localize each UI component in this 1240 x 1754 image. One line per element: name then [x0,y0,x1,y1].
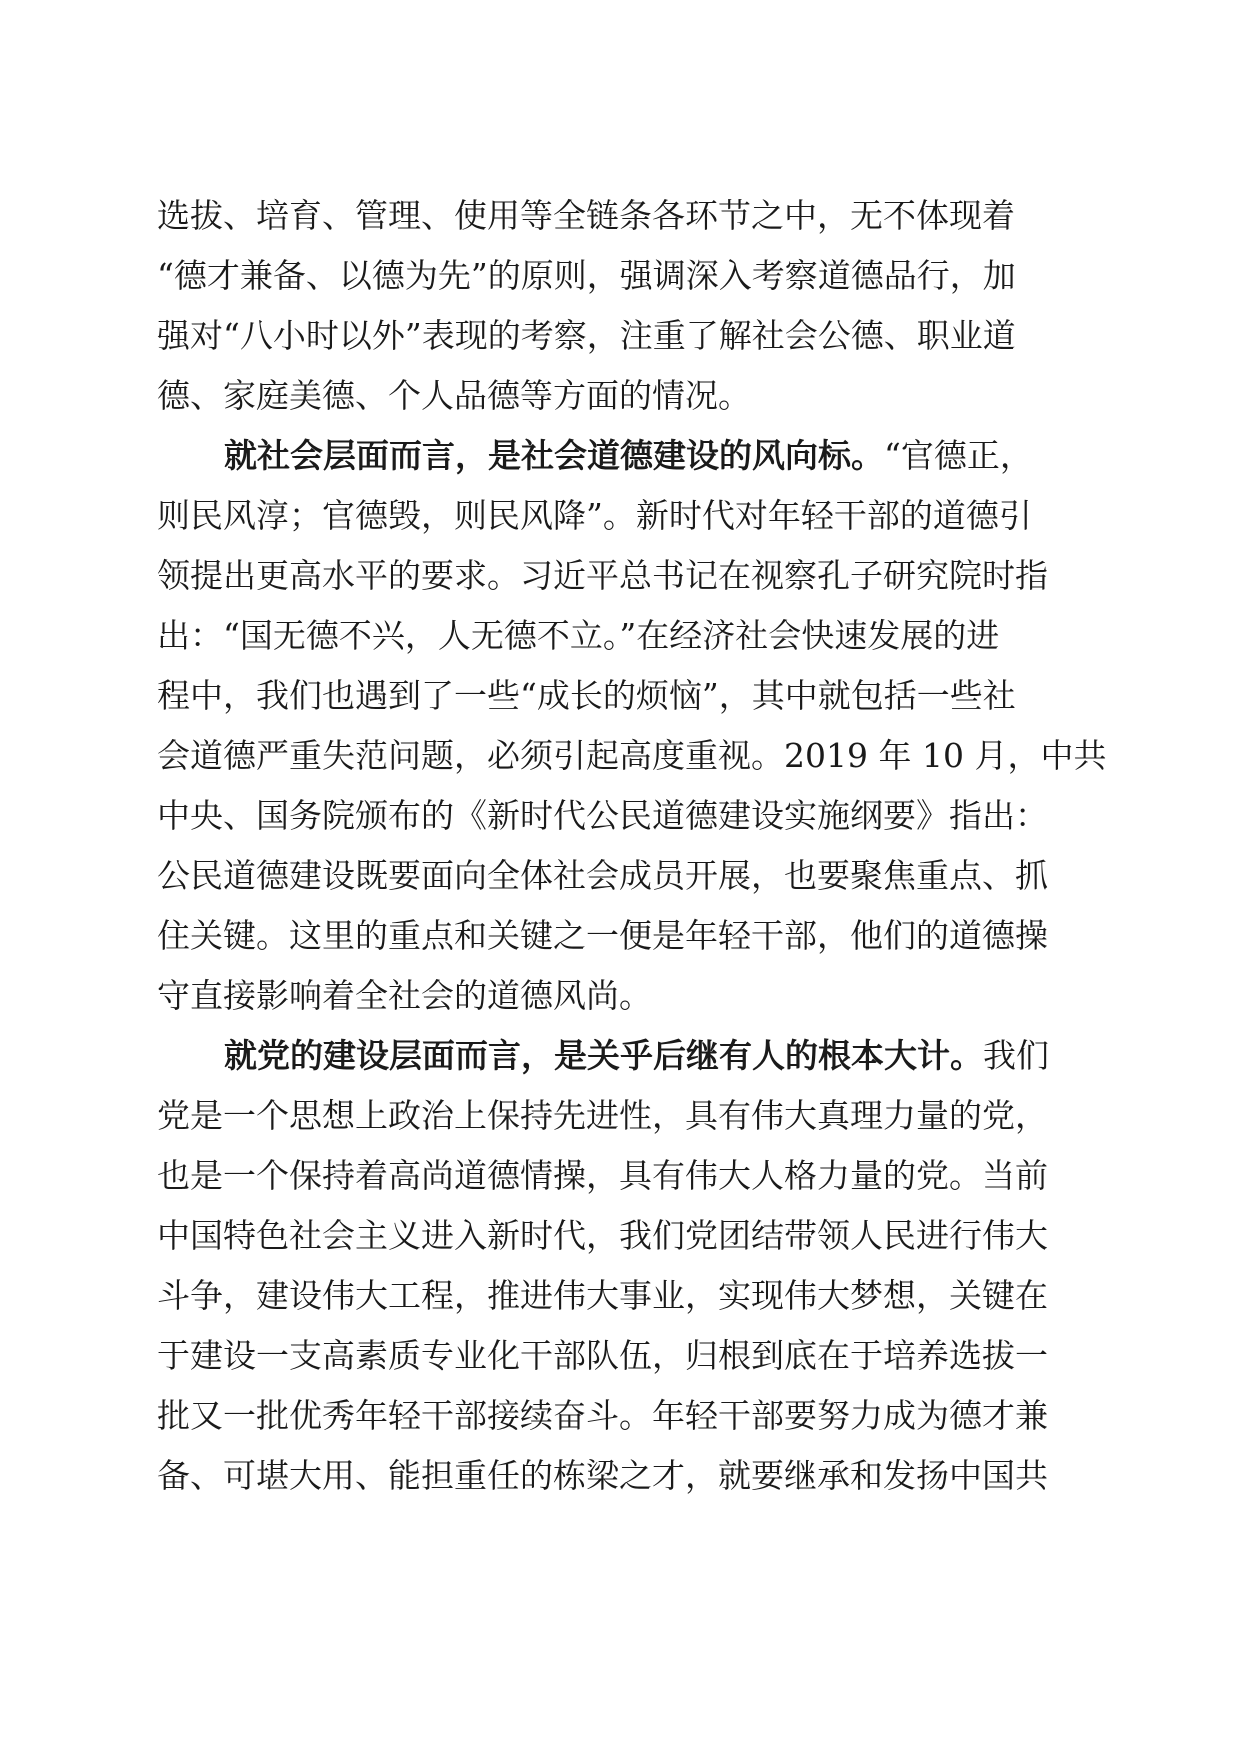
text-line: 强对“八小时以外”表现的考察，注重了解社会公德、职业道 [157,316,1016,355]
paragraph-2 [157,426,1107,1026]
text-line: 会道德严重失范问题，必须引起高度重视。2019 年 10 月，中共 [157,736,1107,775]
text-line: 备、可堪大用、能担重任的栋梁之才，就要继承和发扬中国共 [157,1456,1048,1495]
paragraph-3 [157,1026,1087,1506]
text-line: 也是一个保持着高尚道德情操，具有伟大人格力量的党。当前 [157,1156,1048,1195]
text-line: 住关键。这里的重点和关键之一便是年轻干部，他们的道德操 [157,916,1048,955]
text-line: 公民道德建设既要面向全体社会成员开展，也要聚焦重点、抓 [157,856,1048,895]
text-line: “德才兼备、以德为先”的原则，强调深入考察道德品行，加 [157,256,1016,295]
text-line: 斗争，建设伟大工程，推进伟大事业，实现伟大梦想，关键在 [157,1276,1048,1315]
text-line: 中央、国务院颁布的《新时代公民道德建设实施纲要》指出： [157,796,1048,835]
text-line: 领提出更高水平的要求。习近平总书记在视察孔子研究院时指 [157,556,1048,595]
text-line: 程中，我们也遇到了一些“成长的烦恼”，其中就包括一些社 [157,676,1016,715]
paragraph-first-line-rest: 我们 [983,1036,1049,1075]
text-line: 德、家庭美德、个人品德等方面的情况。 [157,376,751,415]
text-line: 守直接影响着全社会的道德风尚。 [157,976,652,1015]
paragraph-first-line [157,426,1087,486]
paragraph-heading: 就社会层面而言，是社会道德建设的风向标。 [224,436,884,475]
text-line: 则民风淳；官德毁，则民风降”。新时代对年轻干部的道德引 [157,496,1032,535]
paragraph-heading: 就党的建设层面而言，是关乎后继有人的根本大计。 [224,1036,983,1075]
text-line: 批又一批优秀年轻干部接续奋斗。年轻干部要努力成为德才兼 [157,1396,1048,1435]
paragraph-first-line-rest: “官德正， [884,436,1033,475]
paragraph-first-line [157,1026,1087,1086]
text-line: 于建设一支高素质专业化干部队伍，归根到底在于培养选拔一 [157,1336,1048,1375]
body-text [157,186,1107,1506]
text-line: 出：“国无德不兴，人无德不立。”在经济社会快速发展的进 [157,616,1000,655]
paragraph-1 [157,186,1087,426]
text-line: 中国特色社会主义进入新时代，我们党团结带领人民进行伟大 [157,1216,1048,1255]
text-line: 选拔、培育、管理、使用等全链条各环节之中，无不体现着 [157,196,1015,235]
text-line: 党是一个思想上政治上保持先进性，具有伟大真理力量的党， [157,1096,1048,1135]
